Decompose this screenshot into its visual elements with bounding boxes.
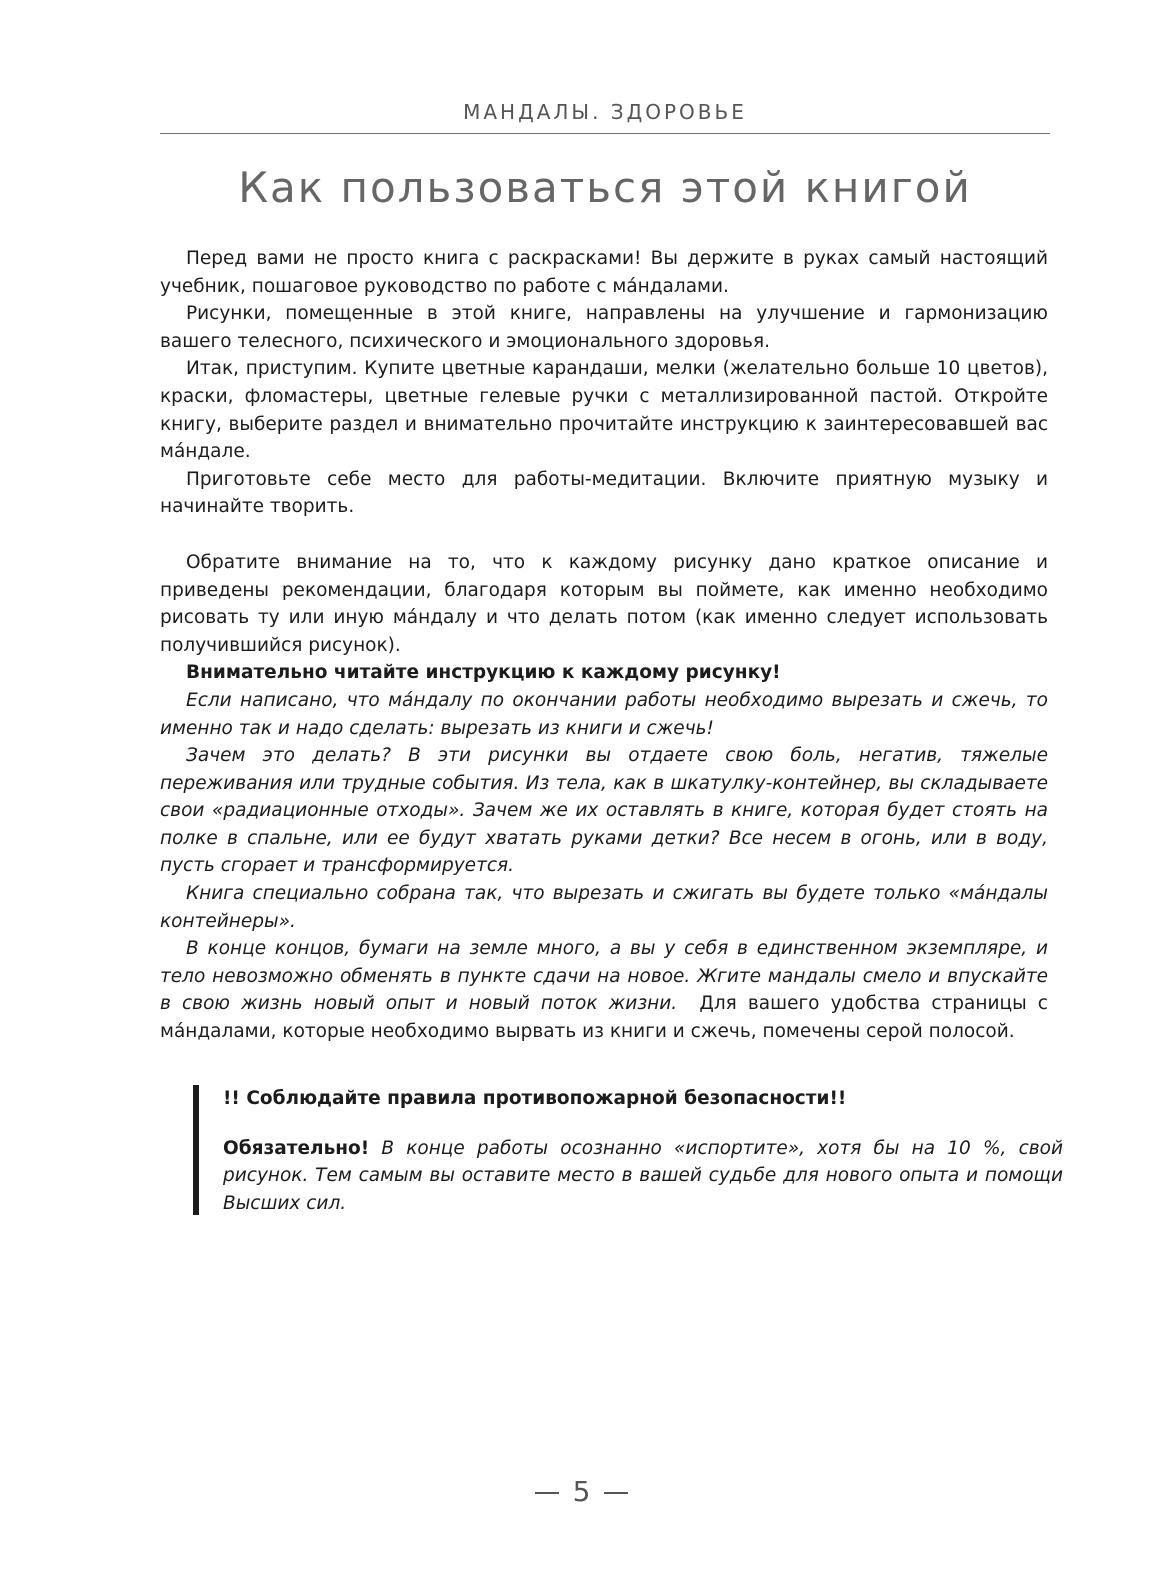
paragraph-attention: Обратите внимание на то, что к каждому рисунку дано краткое описание и приведены рекомендации, благодаря которым вы поймете, как именно необходимо рисовать ту или иную ма́ндалу и что делать потом (как именно следует использовать получившийся рисунок). [160,551,1048,656]
page-number: 5 [572,1475,591,1508]
paragraph-purpose: Рисунки, помещенные в этой книге, направлены на улучшение и гармонизацию вашего телесного, психического и эмоционального здоровья. [160,303,1048,352]
paragraph-intro: Перед вами не просто книга с раскрасками! Вы держите в руках самый настоящий учебник, пошаговое руководство по работе с ма́ндалами. [160,248,1048,297]
safety-notice [193,1085,1063,1215]
mandatory-label: Обязательно! [223,1137,370,1159]
paragraph-cut-and-burn: Если написано, что ма́ндалу по окончании работы необходимо вырезать и сжечь, то именно так и надо сделать: вырезать из книги и сжечь! [160,689,1048,739]
page-title: Как пользоваться этой книгой [238,163,972,212]
conclusion-italic: В конце концов, бумаги на земле много, а вы у себя в единственном экземпляре, и тело невозможно обменять в пункте сдачи на новое. Жгите мандалы смело и впускайте в свою жизнь новый опыт и новый поток жизни. [160,938,1048,1015]
folio-dash-right [604,1492,628,1494]
fire-safety-warning: !! Соблюдайте правила противопожарной безопасности!! [223,1088,847,1109]
paragraph-why: Зачем это делать? В эти рисунки вы отдаете свою боль, негатив, тяжелые переживания или трудные события. Из тела, как в шкатулку-контейнер, вы складываете свои «радиационные отходы». Зачем же их оставлять в книге, которая будет стоять на полке в спальне, или ее будут хватать руками детки? Все несем в огонь, или в воду, пусть сгорает и трансформируется. [160,745,1048,877]
conclusion-regular: Для вашего удобства страницы с ма́ндалами, которые необходимо вырвать из книги и сжечь, помечены серой полосой. [160,993,1048,1043]
folio-dash-left [535,1492,559,1494]
mandatory-text: В конце работы осознанно «испортите», хотя бы на 10 %, свой рисунок. Тем самым вы оставите место в вашей судьбе для нового опыта и помощи Высших сил. [223,1137,1063,1214]
body-text [160,245,1048,1046]
running-head: МАНДАЛЫ. ЗДОРОВЬЕ [463,100,747,124]
paragraph-prepare: Приготовьте себе место для работы-медитации. Включите приятную музыку и начинайте творить. [160,468,1048,518]
paragraph-conclusion [160,935,1048,1045]
paragraph-supplies: Итак, приступим. Купите цветные карандаши, мелки (желательно больше 10 цветов), краски, фломастеры, цветные гелевые ручки с металлизированной пастой. Откройте книгу, выберите раздел и внимательно прочитайте инструкцию к заинтересовавшей вас ма́ндале. [160,358,1048,463]
page-footer [0,1475,1163,1508]
mandatory-note [223,1135,1063,1218]
paragraph-read-instructions: Внимательно читайте инструкцию к каждому рисунку! [186,662,781,684]
paragraph-containers: Книга специально собрана так, что вырезать и сжигать вы будете только «ма́ндалы контейнеры». [160,883,1048,932]
header-divider [160,133,1050,134]
